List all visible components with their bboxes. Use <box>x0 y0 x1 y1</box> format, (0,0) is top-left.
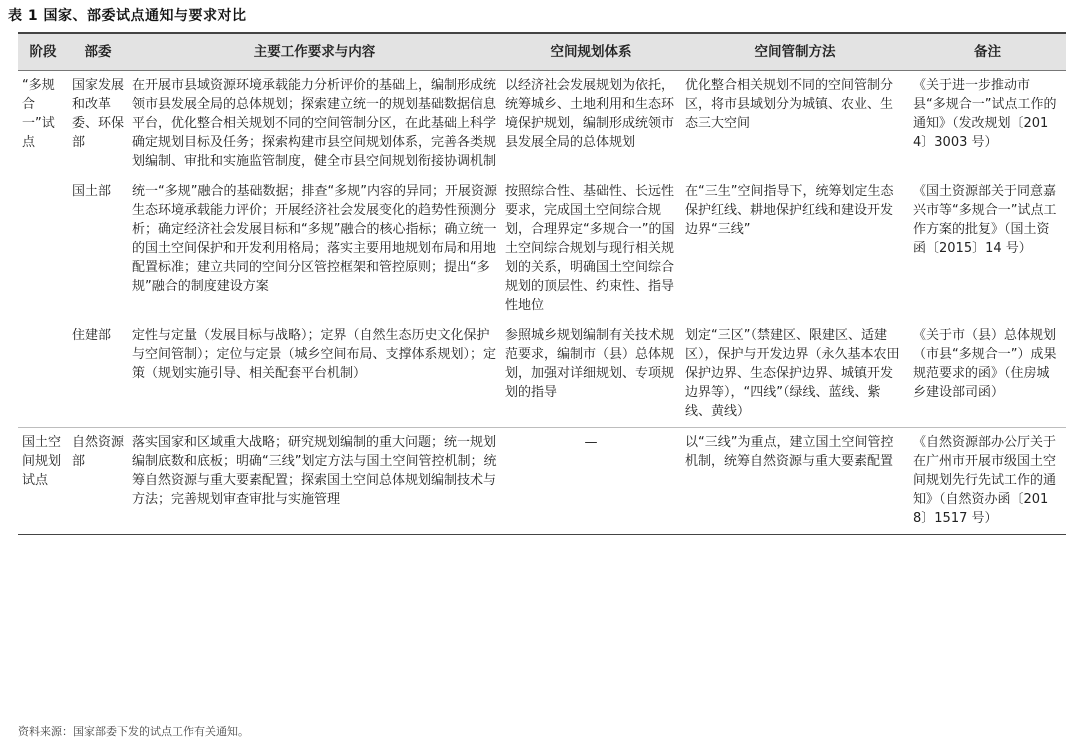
cell-control-method: 以“三线”为重点，建立国土空间管控机制，统筹自然资源与重大要素配置 <box>681 428 909 535</box>
cell-control-method: 划定“三区”（禁建区、限建区、适建区），保护与开发边界（永久基本农田保护边界、生态保护边界、城镇开发边界等），“四线”（绿线、蓝线、紫线、黄线） <box>681 321 909 428</box>
cell-requirements: 定性与定量（发展目标与战略）；定界（自然生态历史文化保护与空间管制）；定位与定景（城乡空间布局、支撑体系规划）；定策（规划实施引导、相关配套平台机制） <box>128 321 501 428</box>
table-row <box>18 177 1066 321</box>
cell-stage <box>18 321 68 428</box>
header-stage: 阶段 <box>18 33 68 71</box>
cell-planning-system: 按照综合性、基础性、长远性要求，完成国土空间综合规划，合理界定“多规合一”的国土空间综合规划与现行相关规划的关系，明确国土空间综合规划的顶层性、约束性、指导性地位 <box>505 184 675 313</box>
cell-stage: 国土空间规划试点 <box>18 428 68 535</box>
comparison-table <box>18 32 1066 535</box>
table-row <box>18 71 1066 178</box>
cell-note: 《关于市（县）总体规划（市县“多规合一”）成果规范要求的函》（住房城乡建设部司函） <box>909 321 1066 428</box>
cell-stage <box>18 177 68 321</box>
cell-ministry: 住建部 <box>68 321 128 428</box>
cell-ministry: 国家发展和改革委、环保部 <box>72 78 125 150</box>
source-note: 资料来源：国家部委下发的试点工作有关通知。 <box>18 725 249 738</box>
table-row <box>18 428 1066 535</box>
header-note: 备注 <box>909 33 1066 71</box>
cell-note: 《国土资源部关于同意嘉兴市等“多规合一”试点工作方案的批复》（国土资函〔2015〕14 号） <box>913 184 1057 256</box>
cell-requirements: 落实国家和区域重大战略；研究规划编制的重大问题；统一规划编制底数和底板；明确“三线”划定方法与国土空间管控机制；统筹自然资源与重大要素配置；探索国土空间总体规划编制技术与方法；完善规划审查审批与实施管理 <box>128 428 501 535</box>
cell-control-method: 在“三生”空间指导下，统筹划定生态保护红线、耕地保护红线和建设开发边界“三线” <box>685 184 894 237</box>
cell-ministry: 国土部 <box>72 184 112 199</box>
cell-requirements: 在开展市县域资源环境承载能力分析评价的基础上，编制形成统领市县发展全局的总体规划；探索建立统一的规划基础数据信息平台，优化整合相关规划不同的空间管制分区，在此基础上科学确定规划目标及任务；探索构建市县空间规划体系，完善各类规划编制、审批和实施监管制度，健全市县空间规划衔接协调机制 <box>132 78 497 169</box>
cell-planning-system: 参照城乡规划编制有关技术规范要求，编制市（县）总体规划，加强对详细规划、专项规划的指导 <box>501 321 681 428</box>
table-title: 表 1 国家、部委试点通知与要求对比 <box>8 8 247 24</box>
header-planning-system: 空间规划体系 <box>501 33 681 71</box>
header-control-method: 空间管制方法 <box>681 33 909 71</box>
cell-planning-system: — <box>501 428 681 535</box>
cell-ministry: 自然资源部 <box>68 428 128 535</box>
cell-note: 《关于进一步推动市县“多规合一”试点工作的通知》（发改规划〔2014〕3003 号） <box>913 78 1057 150</box>
cell-stage: “多规合一”试点 <box>22 78 55 150</box>
table-row <box>18 321 1066 428</box>
header-requirements: 主要工作要求与内容 <box>128 33 501 71</box>
cell-requirements: 统一“多规”融合的基础数据；排查“多规”内容的异同；开展资源生态环境承载能力评价；开展经济社会发展变化的趋势性预测分析；确定经济社会发展目标和“多规”融合的核心指标；确立统一的国土空间保护和开发利用格局；落实主要用地规划布局和用地配置标准；建立共同的空间分区管控框架和管控原则；提出“多规”融合的制度建设方案 <box>132 184 497 294</box>
cell-note: 《自然资源部办公厅关于在广州市开展市级国土空间规划先行先试工作的通知》（自然资办函〔2018〕1517 号） <box>909 428 1066 535</box>
cell-planning-system: 以经济社会发展规划为依托，统筹城乡、土地利用和生态环境保护规划，编制形成统领市县发展全局的总体规划 <box>505 78 675 150</box>
cell-control-method: 优化整合相关规划不同的空间管制分区，将市县域划分为城镇、农业、生态三大空间 <box>685 78 894 131</box>
header-ministry: 部委 <box>68 33 128 71</box>
table-header-row <box>18 33 1066 71</box>
